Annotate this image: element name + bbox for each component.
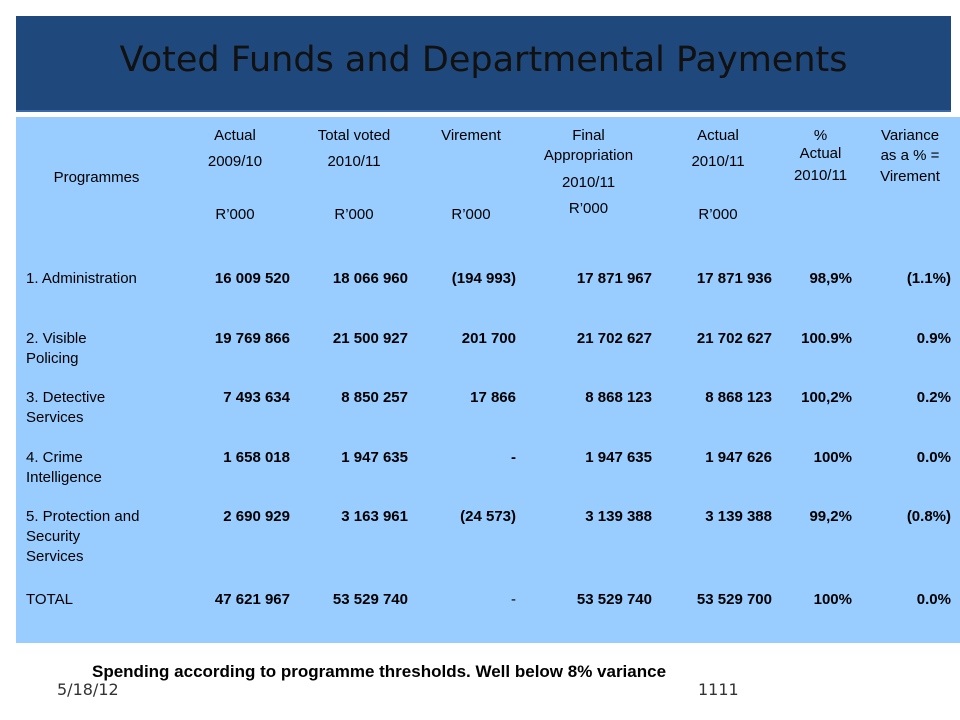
cell-pct-actual: 98,9% [809,270,852,287]
footer-note: Spending according to programme thresholds. Well below 8% variance [92,662,667,681]
header-virement-unit: R’000 [451,206,491,223]
cell-virement: - [511,591,516,608]
header-actual-0910-line1: Actual [214,127,256,144]
header-total-voted-unit: R’000 [334,206,374,223]
slide-number: 1111 [698,680,739,699]
cell-final-approp: 1 947 635 [585,449,652,466]
cell-final-approp: 53 529 740 [576,591,652,608]
funds-table [16,117,960,643]
cell-final-approp: 17 871 967 [576,270,652,287]
cell-total-voted: 1 947 635 [341,449,408,466]
cell-pct-actual: 99,2% [809,508,852,525]
cell-actual-1011: 8 868 123 [705,389,772,406]
cell-total-voted: 53 529 740 [332,591,408,608]
cell-actual-1011: 21 702 627 [696,330,772,347]
cell-actual-0910: 16 009 520 [214,270,290,287]
cell-actual-0910: 2 690 929 [223,508,290,525]
header-variance-line3: Virement [880,168,940,185]
header-variance-line2: as a % = [880,147,940,164]
cell-total-voted: 21 500 927 [332,330,408,347]
header-total-voted-line1: Total voted [317,127,391,144]
cell-virement: - [511,449,516,466]
header-programmes: Programmes [53,169,140,186]
cell-actual-0910: 1 658 018 [223,449,290,466]
header-pct-line3: 2010/11 [793,167,848,184]
cell-actual-1011: 53 529 700 [696,591,772,608]
cell-total-voted: 18 066 960 [332,270,408,287]
header-final-unit: R’000 [568,200,609,217]
cell-final-approp: 21 702 627 [576,330,652,347]
cell-pct-actual: 100.9% [801,330,852,347]
cell-final-approp: 8 868 123 [585,389,652,406]
cell-virement: 17 866 [470,389,516,406]
header-actual-1011-line2: 2010/11 [691,153,745,170]
cell-variance: 0.2% [916,389,951,406]
cell-pct-actual: 100% [813,449,852,466]
header-pct-line1: % [813,127,828,144]
cell-variance: (1.1%) [906,270,951,287]
cell-variance: 0.0% [916,449,951,466]
header-actual-1011-unit: R’000 [698,206,738,223]
row-label: 2. Visible Policing [26,330,87,367]
row-label: 4. Crime Intelligence [26,449,102,486]
cell-variance: 0.9% [916,330,951,347]
header-variance-line1: Variance [880,127,940,144]
header-actual-0910-unit: R’000 [215,206,255,223]
cell-total-voted: 3 163 961 [341,508,408,525]
cell-virement: (194 993) [451,270,516,287]
cell-actual-1011: 3 139 388 [705,508,772,525]
cell-actual-1011: 17 871 936 [696,270,772,287]
header-final-line3: 2010/11 [561,174,616,191]
row-label: 5. Protection and Security Services [26,508,140,565]
slide-title: Voted Funds and Departmental Payments [119,40,848,80]
cell-actual-0910: 47 621 967 [214,591,290,608]
header-actual-0910-line2: 2009/10 [207,153,263,170]
slide-date: 5/18/12 [57,680,119,699]
cell-variance: (0.8%) [906,508,951,525]
header-virement-line1: Virement [441,127,501,144]
cell-virement: 201 700 [461,330,516,347]
cell-pct-actual: 100,2% [801,389,852,406]
cell-actual-0910: 19 769 866 [214,330,290,347]
header-pct-line2: Actual [799,145,842,162]
cell-total-voted: 8 850 257 [341,389,408,406]
row-label-total: TOTAL [26,591,73,608]
row-label: 3. Detective Services [26,389,106,426]
cell-virement: (24 573) [460,508,516,525]
header-actual-1011-line1: Actual [697,127,739,144]
cell-pct-actual: 100% [813,591,852,608]
cell-actual-0910: 7 493 634 [223,389,290,406]
header-final-line2: Appropriation [543,147,634,164]
header-total-voted-line2: 2010/11 [327,153,381,170]
title-bar [16,16,951,112]
cell-final-approp: 3 139 388 [585,508,652,525]
header-final-line1: Final [572,127,605,144]
cell-actual-1011: 1 947 626 [705,449,772,466]
row-label: 1. Administration [26,270,137,287]
cell-variance: 0.0% [916,591,951,608]
